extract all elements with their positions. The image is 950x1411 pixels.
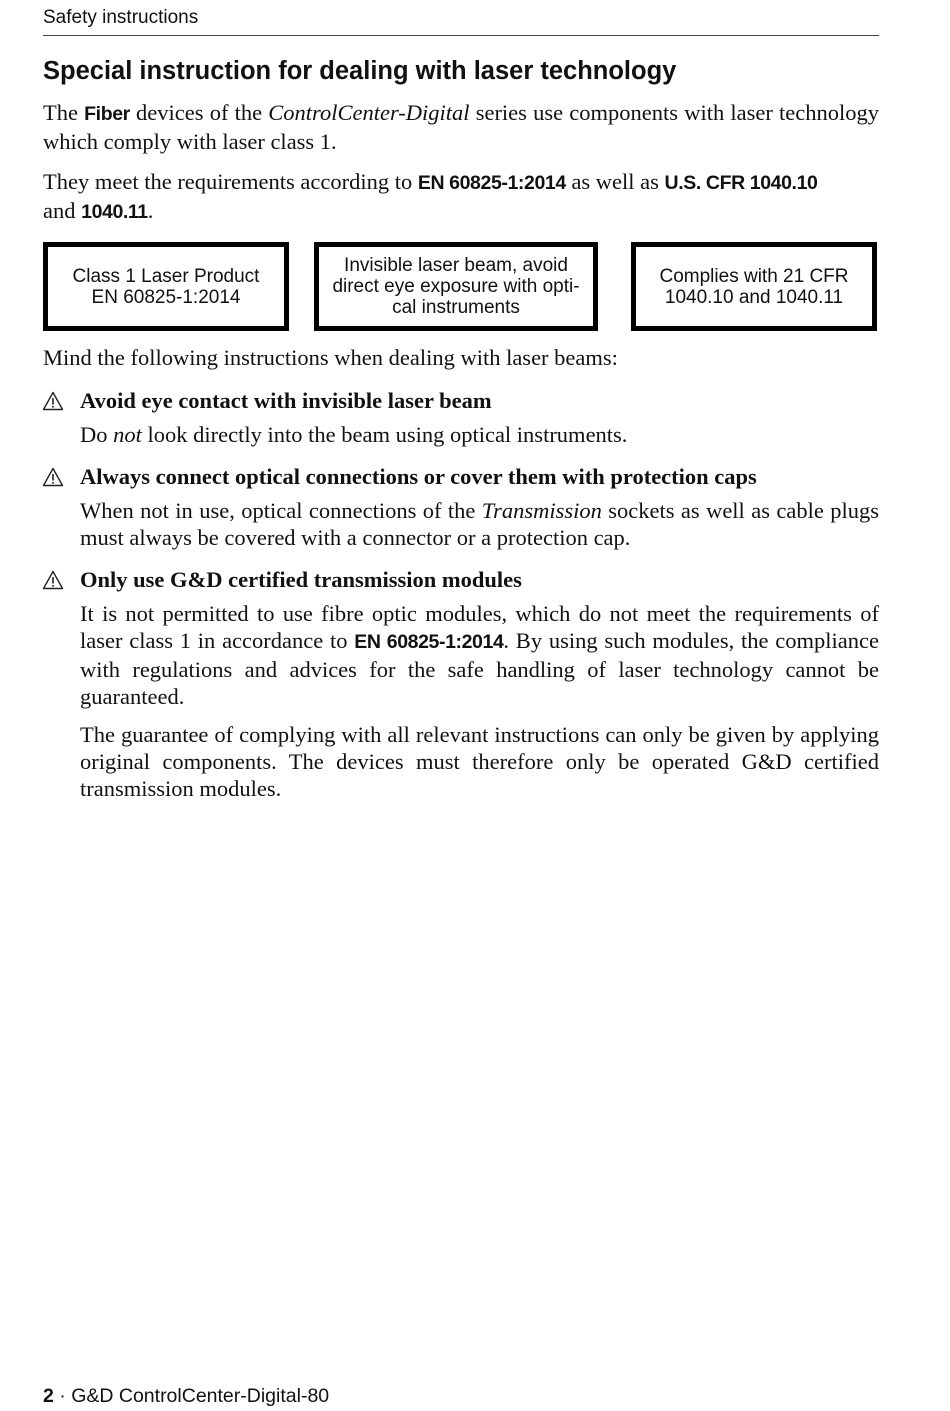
text-run: sockets as well as cable plugs must always be covered with a connector or a protection cap. (80, 498, 879, 550)
mind-instructions: Mind the following instructions when dealing with laser beams: (43, 345, 618, 370)
label-line: Invisible laser beam, avoid (344, 255, 568, 276)
laser-label-class1 (43, 242, 289, 331)
header-divider (43, 35, 879, 36)
label-line: Complies with 21 CFR (659, 265, 849, 287)
emphasis: Transmission (481, 498, 602, 523)
intro-paragraph-1 (43, 99, 879, 155)
page-number: 2 (43, 1385, 54, 1407)
warning-body (80, 600, 879, 710)
section-title: Special instruction for dealing with laser technology (43, 57, 677, 85)
standard-en: EN 60825-1:2014 (417, 172, 566, 194)
standard-1040-11: 1040.11 (81, 201, 148, 223)
warning-heading: Avoid eye contact with invisible laser beam (80, 388, 492, 413)
warning-body (80, 497, 879, 551)
page-footer (43, 1384, 329, 1408)
text-run: and (43, 198, 82, 223)
text-run: . By using such modules, the compliance with regulations and advices for the safe handling of laser technology cannot be guaranteed. (80, 628, 880, 709)
text-run: series use components with laser technology which comply with laser class 1. (43, 100, 880, 154)
label-line: direct eye exposure with opti- (332, 276, 580, 297)
label-line: Class 1 Laser Product (72, 265, 260, 287)
fiber-keyword: Fiber (84, 103, 130, 125)
standard-cfr: U.S. CFR 1040.10 (664, 172, 818, 194)
warning-triangle-icon (42, 467, 64, 487)
text-run: They meet the requirements according to (43, 169, 418, 194)
laser-label-cfr (631, 242, 877, 331)
text-run: When not in use, optical connections of the (80, 498, 482, 523)
text-run: devices of the (129, 100, 269, 125)
label-line: cal instruments (392, 297, 520, 318)
standard-en: EN 60825-1:2014 (354, 631, 504, 653)
laser-label-invisible-beam (314, 242, 598, 331)
document-name: G&D ControlCenter-Digital-80 (71, 1385, 330, 1407)
intro-paragraph-2 (43, 168, 879, 226)
series-name: ControlCenter-Digital (268, 100, 470, 125)
warning-heading: Only use G&D certified transmission modules (80, 567, 522, 592)
text-run: as well as (565, 169, 665, 194)
warning-heading: Always connect optical connections or cover them with protection caps (80, 464, 757, 489)
warning-triangle-icon (42, 570, 64, 590)
text-run: Do (80, 422, 114, 447)
text-run: . (147, 198, 154, 223)
label-line: EN 60825-1:2014 (91, 286, 241, 308)
warning-body (80, 421, 879, 448)
text-run: look directly into the beam using optical instruments. (141, 422, 628, 447)
running-header: Safety instructions (43, 7, 199, 28)
warning-triangle-icon (42, 391, 64, 411)
separator: · (53, 1385, 72, 1407)
warning-body-continued: The guarantee of complying with all relevant instructions can only be given by applying original components. The devices must therefore only be operated G&D certified transmission modules. (80, 722, 879, 801)
label-line: 1040.10 and 1040.11 (664, 286, 844, 308)
text-run: The (43, 100, 85, 125)
emphasis: not (113, 422, 142, 447)
text-run: It is not permitted to use fibre optic modules, which do not meet the requirements of laser class 1 in accordance to (80, 601, 879, 653)
